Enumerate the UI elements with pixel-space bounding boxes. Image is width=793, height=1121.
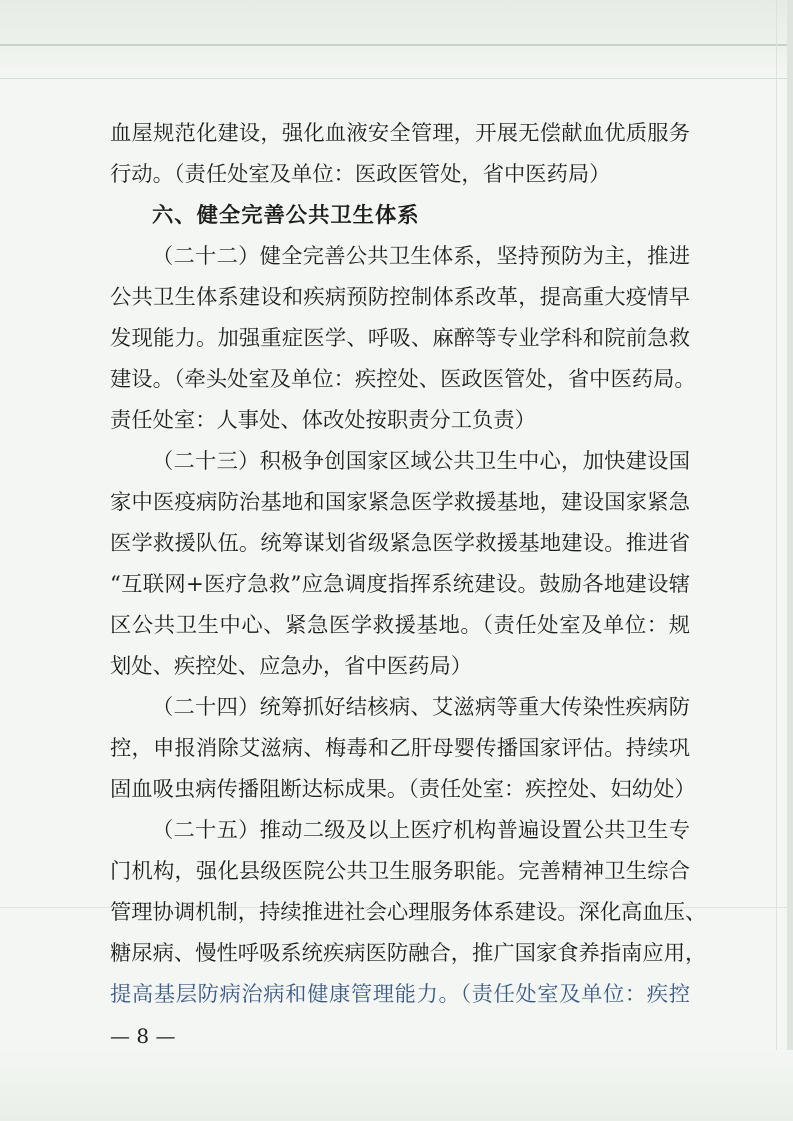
text-line: 区公共卫生中心、紧急医学救援基地。（责任处室及单位：规	[110, 613, 690, 638]
text-line: 划处、疾控处、应急办，省中医药局）	[110, 654, 473, 679]
text-line: 固血吸虫病传播阻断达标成果。（责任处室：疾控处、妇幼处）	[110, 777, 696, 802]
text-line: 发现能力。加强重症医学、呼吸、麻醉等专业学科和院前急救	[110, 326, 690, 351]
section-heading: 六、健全完善公共卫生体系	[152, 203, 420, 228]
text-line: 糖尿病、慢性呼吸系统疾病医防融合，推广国家食养指南应用，	[110, 941, 707, 966]
text-line: 管理协调机制，持续推进社会心理服务体系建设。深化高血压、	[110, 900, 707, 925]
text-line: 家中医疫病防治基地和国家紧急医学救援基地，建设国家紧急	[110, 490, 690, 515]
text-line: 公共卫生体系建设和疾病预防控制体系改革，提高重大疫情早	[110, 285, 690, 310]
text-line: 控，申报消除艾滋病、梅毒和乙肝母婴传播国家评估。持续巩	[110, 736, 690, 761]
text-line: （二十五）推动二级及以上医疗机构普遍设置公共卫生专	[152, 818, 690, 843]
text-line: 门机构，强化县级医院公共卫生服务职能。完善精神卫生综合	[110, 859, 690, 884]
text-line: （二十二）健全完善公共卫生体系，坚持预防为主，推进	[152, 244, 690, 269]
text-line: 血屋规范化建设，强化血液安全管理，开展无偿献血优质服务	[110, 121, 690, 146]
text-line: （二十四）统筹抓好结核病、艾滋病等重大传染性疾病防	[152, 695, 690, 720]
text-line: （二十三）积极争创国家区域公共卫生中心，加快建设国	[152, 449, 690, 474]
text-line: 建设。（牵头处室及单位：疾控处、医政医管处，省中医药局。	[110, 367, 696, 392]
text-line: 行动。（责任处室及单位：医政医管处，省中医药局）	[110, 162, 611, 187]
text-line: 提高基层防病治病和健康管理能力。（责任处室及单位：疾控	[110, 982, 690, 1007]
page-number: — 8 —	[110, 1024, 176, 1048]
text-line: “互联网+医疗急救”应急调度指挥系统建设。鼓励各地建设辖	[110, 572, 690, 597]
text-line: 医学救援队伍。统筹谋划省级紧急医学救援基地建设。推进省	[110, 531, 690, 556]
text-line: 责任处室：人事处、体改处按职责分工负责）	[110, 408, 536, 433]
